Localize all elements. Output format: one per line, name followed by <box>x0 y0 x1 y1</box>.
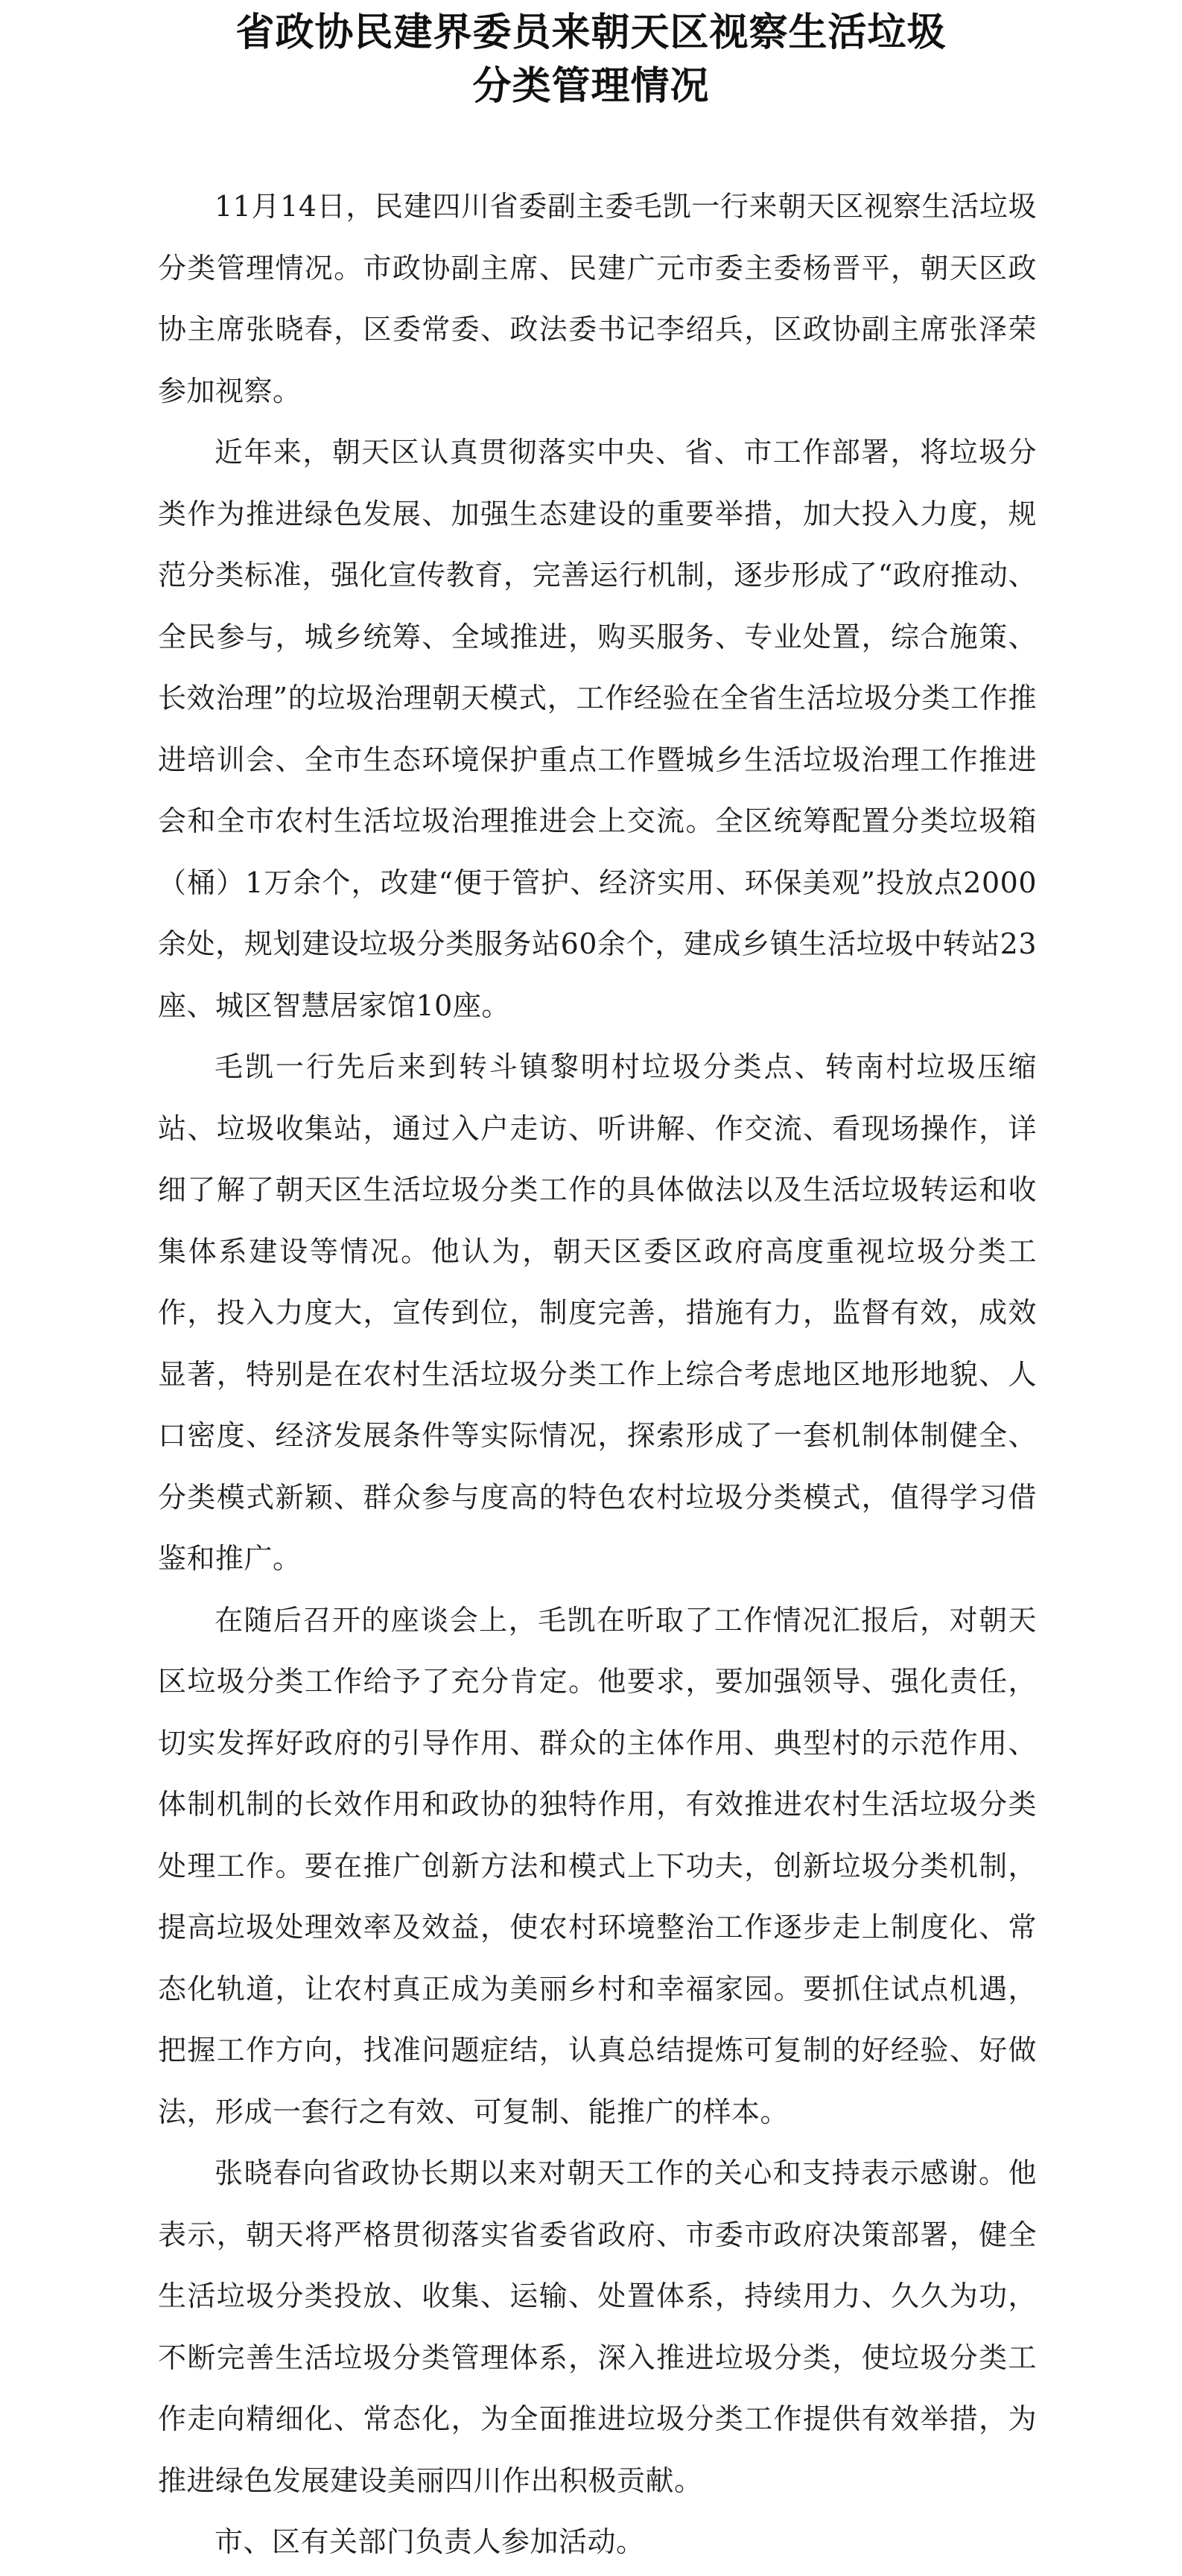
article-paragraph: 张晓春向省政协长期以来对朝天工作的关心和支持表示感谢。他表示，朝天将严格贯彻落实省委省政府、市委市政府决策部署，健全生活垃圾分类投放、收集、运输、处置体系，持续用力、久久为功，不断完善生活垃圾分类管理体系，深入推进垃圾分类，使垃圾分类工作走向精细化、常态化，为全面推进垃圾分类工作提供有效举措，为推进绿色发展建设美丽四川作出积极贡献。 <box>158 2157 1037 2497</box>
article-title <box>0 0 1182 113</box>
article-paragraph: 11月14日，民建四川省委副主委毛凯一行来朝天区视察生活垃圾分类管理情况。市政协副主席、民建广元市委主委杨晋平，朝天区政协主席张晓春，区委常委、政法委书记李绍兵，区政协副主席张泽荣参加视察。 <box>158 190 1037 407</box>
article-title-line-2: 分类管理情况 <box>472 63 710 109</box>
article-paragraph: 在随后召开的座谈会上，毛凯在听取了工作情况汇报后，对朝天区垃圾分类工作给予了充分肯定。他要求，要加强领导、强化责任，切实发挥好政府的引导作用、群众的主体作用、典型村的示范作用、体制机制的长效作用和政协的独特作用，有效推进农村生活垃圾分类处理工作。要在推广创新方法和模式上下功夫，创新垃圾分类机制，提高垃圾处理效率及效益，使农村环境整治工作逐步走上制度化、常态化轨道，让农村真正成为美丽乡村和幸福家园。要抓住试点机遇，把握工作方向，找准问题症结，认真总结提炼可复制的好经验、好做法，形成一套行之有效、可复制、能推广的样本。 <box>158 1603 1037 2128</box>
article-body <box>158 176 1037 2573</box>
article-title-line-1: 省政协民建界委员来朝天区视察生活垃圾 <box>235 10 947 55</box>
article-paragraph: 市、区有关部门负责人参加活动。 <box>215 2525 645 2558</box>
article-paragraph: 近年来，朝天区认真贯彻落实中央、省、市工作部署，将垃圾分类作为推进绿色发展、加强生态建设的重要举措，加大投入力度，规范分类标准，强化宣传教育，完善运行机制，逐步形成了“政府推动、全民参与，城乡统筹、全域推进，购买服务、专业处置，综合施策、长效治理”的垃圾治理朝天模式，工作经验在全省生活垃圾分类工作推进培训会、全市生态环境保护重点工作暨城乡生活垃圾治理工作推进会和全市农村生活垃圾治理推进会上交流。全区统筹配置分类垃圾箱（桶）1万余个，改建“便于管护、经济实用、环保美观”投放点2000余处，规划建设垃圾分类服务站60余个，建成乡镇生活垃圾中转站23座、城区智慧居家馆10座。 <box>158 436 1037 1022</box>
article-paragraph: 毛凯一行先后来到转斗镇黎明村垃圾分类点、转南村垃圾压缩站、垃圾收集站，通过入户走访、听讲解、作交流、看现场操作，详细了解了朝天区生活垃圾分类工作的具体做法以及生活垃圾转运和收集体系建设等情况。他认为，朝天区委区政府高度重视垃圾分类工作，投入力度大，宣传到位，制度完善，措施有力，监督有效，成效显著，特别是在农村生活垃圾分类工作上综合考虑地区地形地貌、人口密度、经济发展条件等实际情况，探索形成了一套机制体制健全、分类模式新颖、群众参与度高的特色农村垃圾分类模式，值得学习借鉴和推广。 <box>158 1050 1037 1575</box>
